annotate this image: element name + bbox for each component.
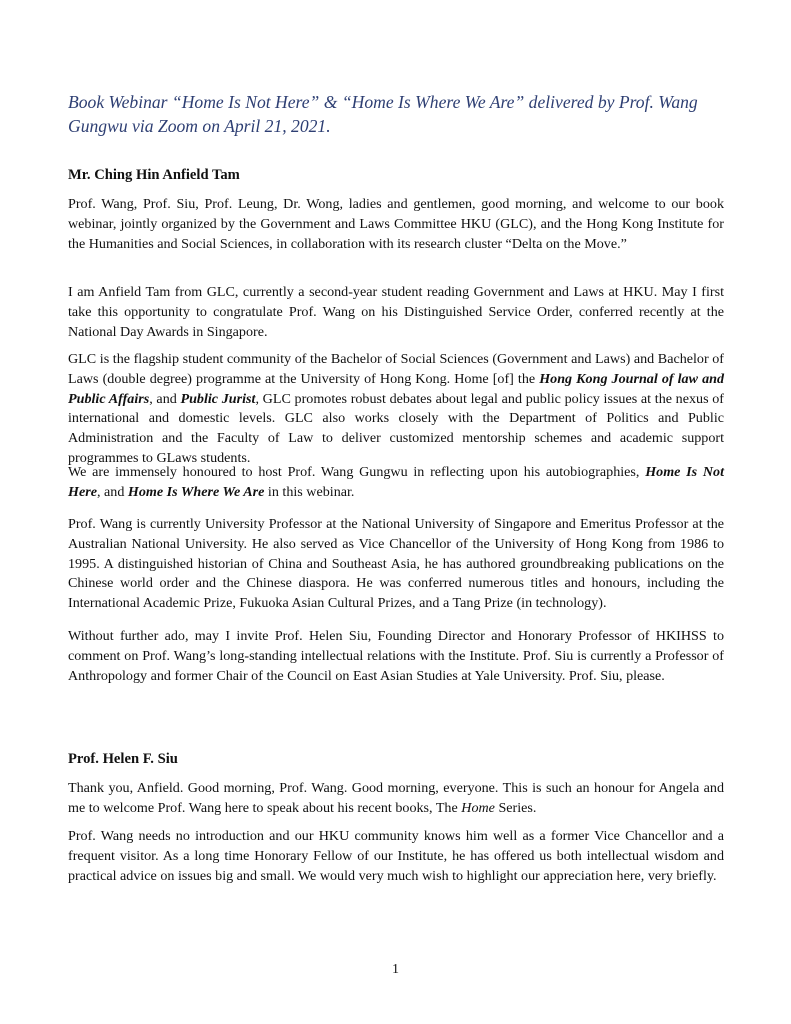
paragraph [68,779,724,819]
paragraph [68,195,724,254]
document-title: Book Webinar “Home Is Not Here” & “Home Is Where We Are” delivered by Prof. Wang Gungwu via Zoom on April 21, 2021. [68,92,698,136]
journal-title: Public Jurist [180,390,256,407]
paragraph [68,283,724,342]
paragraph [68,463,724,503]
paragraph-text: I am Anfield Tam from GLC, currently a second-year student reading Government and Laws at HKU. May I first take this opportunity to congratulate Prof. Wang on his Distinguished Service Order, conferred recently at the National Day Awards in Singapore. [68,284,724,340]
paragraph-text: , and [96,483,128,500]
paragraph-text: We are immensely honoured to host Prof. Wang Gungwu in reflecting upon his autobiographies, [68,464,646,480]
paragraph-text: , GLC promotes robust debates about legal and public policy issues at the nexus of international and domestic levels. GLC also works closely with the Department of Politics and Public Administration and the Faculty of Law to deliver customized mentorship schemes and academic support programmes to GLaws students. [68,390,724,466]
paragraph-text: Prof. Wang needs no introduction and our HKU community knows him well as a former Vice Chancellor and a frequent visitor. As a long time Honorary Fellow of our Institute, he has offered us both intellectual wisdom and practical advice on issues big and small. We would very much wish to highlight our appreciation here, very briefly. [68,828,724,884]
paragraph-text: Prof. Wang is currently University Professor at the National University of Singapore and Emeritus Professor at the Australian National University. He also served as Vice Chancellor of the University of Hong Kong from 1986 to 1995. A distinguished historian of China and Southeast Asia, he has authored groundbreaking publications on the Chinese world order and the Chinese diaspora. He was conferred numerous titles and honours, including the International Academic Prize, Fukuoka Asian Cultural Prizes, and a Tang Prize (in technology). [68,516,724,612]
paragraph-text: Without further ado, may I invite Prof. Helen Siu, Founding Director and Honorary Professor of HKIHSS to comment on Prof. Wang’s long-standing intellectual relations with the Institute. Prof. Siu is currently a Professor of Anthropology and former Chair of the Council on East Asian Studies at Yale University. Prof. Siu, please. [68,628,724,684]
series-title: Home [461,799,495,816]
paragraph-text: Series. [494,799,537,816]
journal-title: Hong Kong Journal of law and Public Affairs [68,370,724,407]
paragraph-text: Thank you, Anfield. Good morning, Prof. Wang. Good morning, everyone. This is such an honour for Angela and me to welcome Prof. Wang here to speak about his recent books, The [68,780,724,816]
paragraph-text: Prof. Wang, Prof. Siu, Prof. Leung, Dr. Wong, ladies and gentlemen, good morning, and welcome to our book webinar, jointly organized by the Government and Laws Committee HKU (GLC), and the Hong Kong Institute for the Humanities and Social Sciences, in collaboration with its research cluster “Delta on the Move.” [68,196,724,252]
book-title: Home Is Where We Are [127,483,265,500]
speaker-name: Prof. Helen F. Siu [68,751,178,767]
speaker-name: Mr. Ching Hin Anfield Tam [68,167,240,183]
paragraph-text: , and [149,390,181,407]
paragraph [68,827,724,886]
paragraph-text: in this webinar. [264,483,355,500]
paragraph-text: GLC is the flagship student community of the Bachelor of Social Sciences (Government and Laws) and Bachelor of Laws (double degree) programme at the University of Hong Kong. Home [of] the [68,351,724,387]
book-title: Home Is Not Here [68,464,724,500]
paragraph [68,350,724,469]
paragraph [68,627,724,686]
page-number: 1 [392,962,399,977]
paragraph [68,515,724,614]
